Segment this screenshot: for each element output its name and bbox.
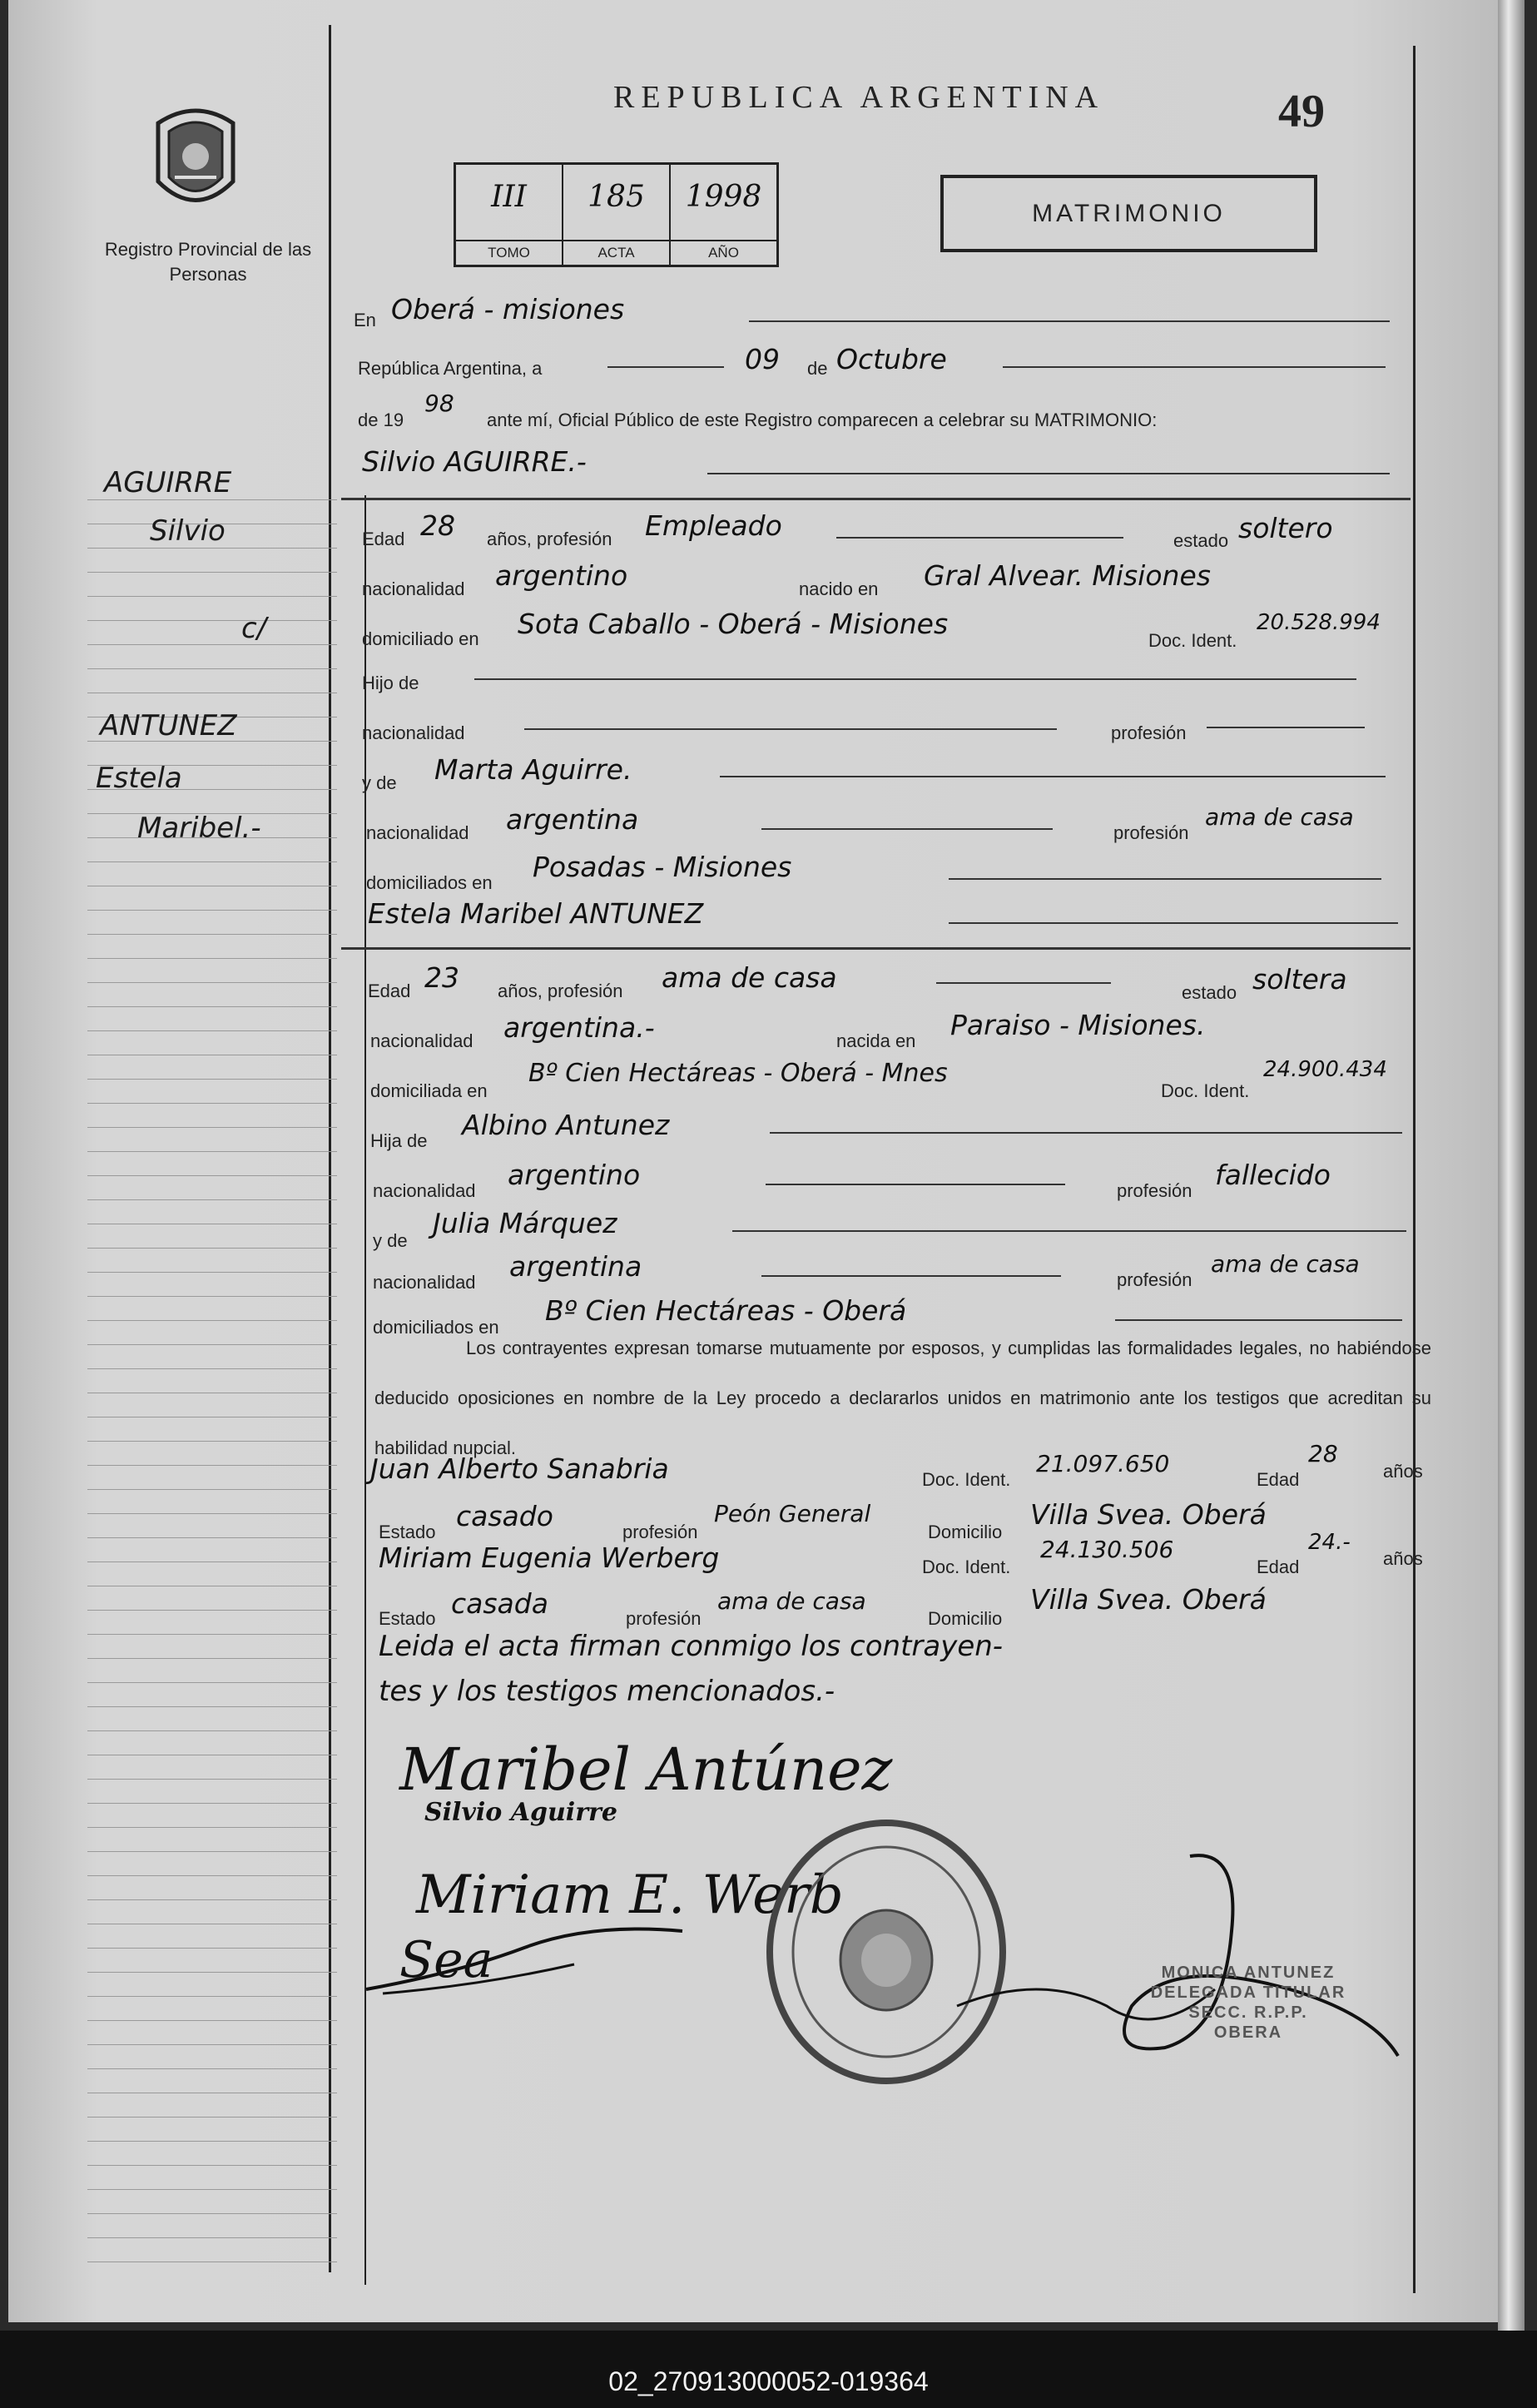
groom-doc-label: Doc. Ident. bbox=[1148, 630, 1237, 651]
bride-parents-address: Bº Cien Hectáreas - Oberá bbox=[545, 1294, 907, 1327]
witness-2-age: 24.- bbox=[1308, 1530, 1351, 1555]
bride-estado-label: estado bbox=[1182, 982, 1237, 1003]
bride-domiciliada-label: domiciliada en bbox=[370, 1080, 488, 1101]
witness-2-doc-label: Doc. Ident. bbox=[922, 1557, 1011, 1577]
bride-full-name: Estela Maribel ANTUNEZ bbox=[368, 897, 704, 930]
groom-mother-line bbox=[720, 776, 1386, 777]
margin-rule bbox=[87, 1489, 337, 1490]
margin-rule bbox=[87, 934, 337, 935]
tomo-cell bbox=[456, 165, 563, 265]
officer-stamp-line-2: DELEGADA TITULAR bbox=[1150, 1983, 1346, 2002]
day-value: 09 bbox=[745, 343, 780, 375]
margin-bride-name-1: Estela bbox=[96, 762, 182, 795]
groom-profession: Empleado bbox=[645, 509, 782, 542]
bride-y-de-label: y de bbox=[373, 1230, 408, 1251]
groom-name-line bbox=[707, 473, 1390, 474]
officer-stamp-line-3: SECC. R.P.P. bbox=[1188, 2003, 1308, 2022]
witness-2-profesion-label: profesión bbox=[626, 1608, 702, 1629]
witness-1-civil-status: casado bbox=[456, 1500, 553, 1532]
groom-father-nacionalidad-label: nacionalidad bbox=[362, 722, 465, 743]
bride-profession: ama de casa bbox=[662, 961, 837, 994]
groom-nationality: argentino bbox=[495, 559, 628, 592]
groom-section-divider bbox=[341, 498, 1411, 500]
bride-father-name: Albino Antunez bbox=[462, 1109, 670, 1141]
bride-edad-label: Edad bbox=[368, 981, 411, 1001]
ano-cell bbox=[671, 165, 776, 265]
groom-age: 28 bbox=[420, 509, 455, 542]
bride-civil-status: soltera bbox=[1252, 963, 1347, 995]
margin-rule bbox=[87, 1006, 337, 1007]
closing-note-line-1: Leida el acta firman conmigo los contrayen- bbox=[379, 1630, 1004, 1663]
margin-rule bbox=[87, 2141, 337, 2142]
tomo-value: III bbox=[491, 180, 527, 214]
republica-label: República Argentina, a bbox=[358, 358, 543, 379]
witness-2-edad-label: Edad bbox=[1257, 1557, 1300, 1577]
bride-father-nacionalidad-label: nacionalidad bbox=[373, 1180, 476, 1201]
day-line bbox=[607, 366, 724, 368]
groom-domiciliado-label: domiciliado en bbox=[362, 628, 479, 649]
register-page bbox=[8, 0, 1498, 2322]
bride-signature: Maribel Antúnez bbox=[399, 1735, 893, 1804]
form-right-border bbox=[1413, 46, 1416, 2293]
margin-rule bbox=[87, 1368, 337, 1369]
bride-mother-profesion-label: profesión bbox=[1117, 1269, 1192, 1290]
groom-profession-line bbox=[836, 537, 1123, 539]
bride-address: Bº Cien Hectáreas - Oberá - Mnes bbox=[528, 1059, 948, 1088]
bride-mother-name: Julia Márquez bbox=[433, 1207, 617, 1239]
groom-nacionalidad-label: nacionalidad bbox=[362, 578, 465, 599]
bride-anos-label: años, profesión bbox=[498, 981, 623, 1001]
registry-name: Registro Provincial de las Personas bbox=[104, 239, 312, 285]
margin-rule bbox=[87, 1296, 337, 1297]
groom-doc-number: 20.528.994 bbox=[1257, 610, 1381, 635]
witness-1-signature: Sea bbox=[399, 1931, 493, 1989]
witness-2-anos-label: años bbox=[1383, 1548, 1423, 1569]
bride-nacionalidad-label: nacionalidad bbox=[370, 1030, 473, 1051]
margin-bride-surname: ANTUNEZ bbox=[100, 709, 237, 742]
witness-1-doc-label: Doc. Ident. bbox=[922, 1469, 1011, 1490]
witness-1-address: Villa Svea. Oberá bbox=[1030, 1498, 1267, 1531]
groom-father-line bbox=[474, 678, 1356, 680]
groom-mother-name: Marta Aguirre. bbox=[434, 753, 632, 786]
registry-reference-box bbox=[454, 162, 779, 267]
bride-mother-nacionalidad-label: nacionalidad bbox=[373, 1272, 476, 1293]
margin-bride-name-2: Maribel.- bbox=[137, 812, 261, 845]
margin-rule bbox=[87, 1537, 337, 1538]
bride-mother-nationality-line bbox=[761, 1275, 1061, 1277]
witness-2-signature: Miriam E. Werb bbox=[416, 1864, 844, 1926]
en-label: En bbox=[354, 310, 376, 330]
groom-father-profession-line bbox=[1207, 727, 1365, 728]
de-label: de bbox=[807, 358, 828, 379]
margin-rule bbox=[87, 910, 337, 911]
groom-mother-profesion-label: profesión bbox=[1113, 822, 1189, 843]
bride-doc-number: 24.900.434 bbox=[1263, 1057, 1387, 1082]
margin-rule bbox=[87, 982, 337, 983]
margin-rule bbox=[87, 1682, 337, 1683]
margin-rule bbox=[87, 1996, 337, 1997]
margin-rule bbox=[87, 1344, 337, 1345]
ano-value: 1998 bbox=[685, 180, 762, 214]
groom-father-profesion-label: profesión bbox=[1111, 722, 1187, 743]
witness-1-domicilio-label: Domicilio bbox=[928, 1522, 1003, 1542]
groom-mother-nacionalidad-label: nacionalidad bbox=[366, 822, 469, 843]
margin-rule bbox=[87, 1948, 337, 1949]
place-value: Oberá - misiones bbox=[391, 293, 625, 325]
bride-father-line bbox=[770, 1132, 1402, 1134]
margin-rule bbox=[87, 1658, 337, 1659]
officer-stamp bbox=[1082, 1963, 1415, 2043]
margin-rule bbox=[87, 1827, 337, 1828]
bride-father-nationality-line bbox=[766, 1184, 1065, 1185]
margin-rule bbox=[87, 596, 337, 597]
witness-1-doc-number: 21.097.650 bbox=[1036, 1450, 1170, 1477]
margin-groom-name: Silvio bbox=[150, 514, 226, 548]
margin-rule bbox=[87, 1513, 337, 1514]
margin-rule bbox=[87, 1875, 337, 1876]
margin-rule bbox=[87, 2117, 337, 2118]
signature-flourish-icon bbox=[358, 1914, 691, 2006]
groom-y-de-label: y de bbox=[362, 772, 397, 793]
provincial-seal-icon bbox=[146, 98, 245, 223]
margin-rule bbox=[87, 1320, 337, 1321]
declaration-text: Los contrayentes expresan tomarse mutuamente por esposos, y cumplidas las formalidades legales, no habiéndose deducido oposiciones en nombre de la Ley procedo a declararlos unidos en matrimonio ante los testigos que acreditan su habilidad nupcial. bbox=[374, 1338, 1431, 1458]
margin-rule bbox=[87, 668, 337, 669]
margin-rule bbox=[87, 1079, 337, 1080]
margin-rule bbox=[87, 620, 337, 621]
bride-hija-label: Hija de bbox=[370, 1130, 428, 1151]
margin-rule bbox=[87, 1175, 337, 1176]
margin-rule bbox=[87, 1706, 337, 1707]
margin-rule bbox=[87, 2213, 337, 2214]
margin-rule bbox=[87, 499, 337, 500]
intro-text: ante mí, Oficial Público de este Registro comparecen a celebrar su MATRIMONIO: bbox=[487, 410, 1158, 430]
bride-parents-address-line bbox=[1115, 1319, 1402, 1321]
witness-1-profession: Peón General bbox=[714, 1500, 871, 1527]
margin-rule bbox=[87, 1803, 337, 1804]
month-line bbox=[1003, 366, 1386, 368]
bride-parents-domicilio-label: domiciliados en bbox=[373, 1317, 499, 1338]
tomo-label: TOMO bbox=[456, 240, 562, 265]
margin-rule bbox=[87, 572, 337, 573]
witness-2-civil-status: casada bbox=[451, 1587, 548, 1620]
bride-mother-line bbox=[732, 1230, 1406, 1232]
bride-father-profesion-label: profesión bbox=[1117, 1180, 1192, 1201]
witness-1-anos-label: años bbox=[1383, 1461, 1423, 1482]
groom-estado-label: estado bbox=[1173, 530, 1229, 551]
groom-full-name: Silvio AGUIRRE.- bbox=[362, 445, 587, 478]
witness-1-name: Juan Alberto Sanabria bbox=[370, 1452, 669, 1485]
margin-rule bbox=[87, 1899, 337, 1900]
groom-parents-address-line bbox=[949, 878, 1381, 880]
bride-father-nationality: argentino bbox=[508, 1159, 641, 1191]
margin-groom-surname: AGUIRRE bbox=[104, 466, 232, 499]
margin-rule bbox=[87, 1199, 337, 1200]
document-type-box: MATRIMONIO bbox=[940, 175, 1317, 252]
margin-rule bbox=[87, 2020, 337, 2021]
margin-rule bbox=[87, 1465, 337, 1466]
bride-nationality: argentina.- bbox=[503, 1011, 655, 1044]
margin-rule bbox=[87, 1151, 337, 1152]
acta-cell bbox=[563, 165, 671, 265]
witness-1-edad-label: Edad bbox=[1257, 1469, 1300, 1490]
officer-signature-icon bbox=[940, 1840, 1406, 2081]
closing-note-line-2: tes y los testigos mencionados.- bbox=[379, 1675, 835, 1708]
acta-value: 185 bbox=[588, 180, 645, 214]
groom-parents-domicilio-label: domiciliados en bbox=[366, 872, 493, 893]
margin-rule bbox=[87, 1610, 337, 1611]
margin-rule bbox=[87, 2237, 337, 2238]
bride-father-profession: fallecido bbox=[1215, 1159, 1331, 1191]
witness-2-domicilio-label: Domicilio bbox=[928, 1608, 1003, 1629]
margin-divider bbox=[329, 25, 331, 2272]
margin-rule bbox=[87, 2165, 337, 2166]
witness-2-address: Villa Svea. Oberá bbox=[1030, 1583, 1267, 1616]
groom-anos-label: años, profesión bbox=[487, 529, 612, 549]
bride-section-divider bbox=[341, 947, 1411, 950]
groom-hijo-label: Hijo de bbox=[362, 673, 419, 693]
groom-mother-nationality: argentina bbox=[506, 803, 639, 836]
groom-nacido-label: nacido en bbox=[799, 578, 879, 599]
country-heading: REPUBLICA ARGENTINA bbox=[613, 80, 1105, 115]
witness-2-name: Miriam Eugenia Werberg bbox=[379, 1542, 720, 1574]
margin-rule bbox=[87, 1441, 337, 1442]
bride-mother-nationality: argentina bbox=[509, 1250, 642, 1283]
witness-1-estado-label: Estado bbox=[379, 1522, 436, 1542]
bride-profession-line bbox=[936, 982, 1111, 984]
groom-civil-status: soltero bbox=[1238, 512, 1333, 544]
place-line bbox=[749, 320, 1390, 322]
margin-rule bbox=[87, 1972, 337, 1973]
margin-rule bbox=[87, 1779, 337, 1780]
officer-stamp-line-1: MONICA ANTUNEZ bbox=[1161, 1964, 1336, 1982]
acta-label: ACTA bbox=[563, 240, 669, 265]
margin-rule bbox=[87, 644, 337, 645]
margin-rule bbox=[87, 1127, 337, 1128]
groom-mother-nationality-line bbox=[761, 828, 1053, 830]
witness-1-age: 28 bbox=[1308, 1440, 1338, 1467]
witness-2-profession: ama de casa bbox=[717, 1587, 866, 1615]
margin-rule bbox=[87, 1634, 337, 1635]
margin-rule bbox=[87, 1561, 337, 1562]
bride-nacida-label: nacida en bbox=[836, 1030, 916, 1051]
witness-1-profesion-label: profesión bbox=[622, 1522, 698, 1542]
bride-mother-profession: ama de casa bbox=[1211, 1250, 1360, 1278]
margin-rule bbox=[87, 1030, 337, 1031]
margin-rule bbox=[87, 1730, 337, 1731]
margin-rule bbox=[87, 861, 337, 862]
margin-rule bbox=[87, 2068, 337, 2069]
margin-rule bbox=[87, 1851, 337, 1852]
groom-address: Sota Caballo - Oberá - Misiones bbox=[518, 608, 949, 640]
margin-rule bbox=[87, 548, 337, 549]
groom-birthplace: Gral Alvear. Misiones bbox=[924, 559, 1211, 592]
margin-rule bbox=[87, 1272, 337, 1273]
year-suffix: 98 bbox=[424, 390, 454, 417]
groom-signature: Silvio Aguirre bbox=[424, 1798, 617, 1827]
form-left-border bbox=[364, 495, 366, 2285]
ano-label: AÑO bbox=[671, 240, 776, 265]
book-edge bbox=[1498, 0, 1525, 2339]
groom-father-nationality-line bbox=[524, 728, 1057, 730]
margin-conjunction: c/ bbox=[241, 612, 267, 645]
witness-2-doc-number: 24.130.506 bbox=[1040, 1536, 1174, 1563]
margin-rule bbox=[87, 958, 337, 959]
folio-number: 49 bbox=[1278, 86, 1325, 137]
bride-birthplace: Paraiso - Misiones. bbox=[950, 1009, 1206, 1041]
file-id: 02_270913000052-019364 bbox=[608, 2366, 929, 2396]
margin-rule bbox=[87, 1248, 337, 1249]
bride-age: 23 bbox=[424, 961, 459, 994]
month-value: Octubre bbox=[836, 343, 947, 375]
bride-doc-label: Doc. Ident. bbox=[1161, 1080, 1250, 1101]
groom-edad-label: Edad bbox=[362, 529, 405, 549]
groom-mother-profession: ama de casa bbox=[1205, 803, 1354, 831]
margin-rule bbox=[87, 1103, 337, 1104]
margin-rule bbox=[87, 2189, 337, 2190]
groom-parents-address: Posadas - Misiones bbox=[533, 851, 792, 883]
margin-rule bbox=[87, 2044, 337, 2045]
officer-stamp-line-4: OBERA bbox=[1213, 2023, 1283, 2042]
bride-name-line bbox=[949, 922, 1398, 924]
year-prefix: de 19 bbox=[358, 410, 404, 430]
witness-2-estado-label: Estado bbox=[379, 1608, 436, 1629]
